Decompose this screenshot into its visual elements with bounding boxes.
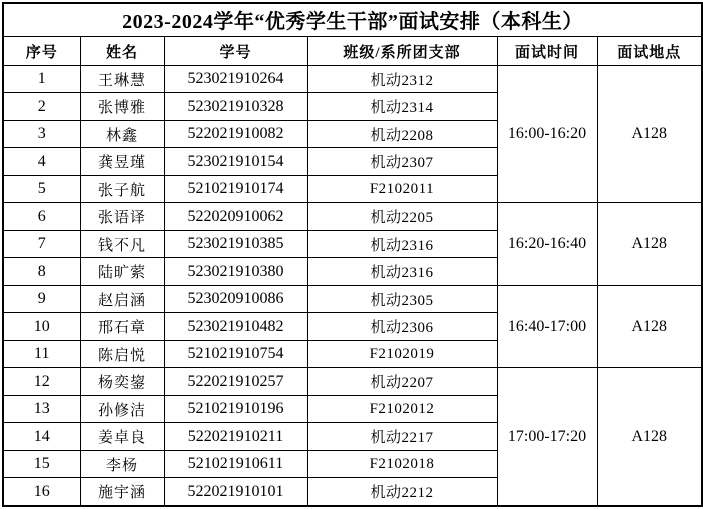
seq-cell: 7 [3,230,80,257]
class-cell: 机动2316 [307,258,497,285]
seq-cell: 6 [3,203,80,230]
class-cell: 机动2207 [307,368,497,395]
seq-cell: 16 [3,478,80,506]
student-id-cell: 521021910754 [164,340,307,367]
interview-time-cell: 16:40-17:00 [497,285,597,367]
column-header-row [3,37,702,66]
name-cell: 张博雅 [80,93,164,120]
class-cell: 机动2205 [307,203,497,230]
name-cell: 陆旷萦 [80,258,164,285]
table-body [3,66,702,507]
class-cell: F2102019 [307,340,497,367]
student-id-cell: 522020910062 [164,203,307,230]
class-cell: 机动2208 [307,120,497,147]
interview-time-cell: 16:20-16:40 [497,203,597,285]
student-id-cell: 522021910082 [164,120,307,147]
table-row [3,203,702,230]
table-row [3,285,702,312]
student-id-cell: 523020910086 [164,285,307,312]
interview-location-cell: A128 [597,285,702,367]
name-cell: 邢石章 [80,313,164,340]
student-id-cell: 521021910196 [164,395,307,422]
name-cell: 张子航 [80,175,164,202]
interview-location-cell: A128 [597,368,702,506]
student-id-cell: 523021910328 [164,93,307,120]
student-id-cell: 521021910611 [164,450,307,477]
student-id-cell: 523021910154 [164,148,307,175]
column-header-class: 班级/系所团支部 [307,37,497,66]
student-id-cell: 523021910264 [164,66,307,93]
class-cell: F2102018 [307,450,497,477]
student-id-cell: 523021910385 [164,230,307,257]
name-cell: 林鑫 [80,120,164,147]
name-cell: 王琳慧 [80,66,164,93]
page-title: 2023-2024学年“优秀学生干部”面试安排（本科生） [3,3,702,37]
seq-cell: 10 [3,313,80,340]
seq-cell: 15 [3,450,80,477]
class-cell: 机动2307 [307,148,497,175]
interview-schedule-table [2,2,703,507]
name-cell: 姜卓良 [80,423,164,450]
interview-time-cell: 16:00-16:20 [497,66,597,203]
student-id-cell: 522021910211 [164,423,307,450]
seq-cell: 9 [3,285,80,312]
column-header-location: 面试地点 [597,37,702,66]
name-cell: 杨奕鋆 [80,368,164,395]
column-header-time: 面试时间 [497,37,597,66]
student-id-cell: 522021910257 [164,368,307,395]
class-cell: 机动2312 [307,66,497,93]
student-id-cell: 521021910174 [164,175,307,202]
interview-time-cell: 17:00-17:20 [497,368,597,506]
class-cell: F2102011 [307,175,497,202]
name-cell: 龚昱瑾 [80,148,164,175]
table-row [3,66,702,93]
student-id-cell: 523021910380 [164,258,307,285]
title-row [3,3,702,37]
interview-location-cell: A128 [597,203,702,285]
class-cell: F2102012 [307,395,497,422]
seq-cell: 14 [3,423,80,450]
seq-cell: 4 [3,148,80,175]
table-row [3,368,702,395]
seq-cell: 13 [3,395,80,422]
class-cell: 机动2217 [307,423,497,450]
name-cell: 张语译 [80,203,164,230]
column-header-name: 姓名 [80,37,164,66]
interview-location-cell: A128 [597,66,702,203]
seq-cell: 2 [3,93,80,120]
seq-cell: 12 [3,368,80,395]
name-cell: 赵启涵 [80,285,164,312]
class-cell: 机动2316 [307,230,497,257]
column-header-seq: 序号 [3,37,80,66]
name-cell: 陈启悦 [80,340,164,367]
seq-cell: 11 [3,340,80,367]
name-cell: 李杨 [80,450,164,477]
column-header-student-id: 学号 [164,37,307,66]
name-cell: 钱不凡 [80,230,164,257]
seq-cell: 8 [3,258,80,285]
seq-cell: 5 [3,175,80,202]
class-cell: 机动2212 [307,478,497,506]
name-cell: 孙修洁 [80,395,164,422]
seq-cell: 3 [3,120,80,147]
student-id-cell: 522021910101 [164,478,307,506]
class-cell: 机动2314 [307,93,497,120]
name-cell: 施宇涵 [80,478,164,506]
class-cell: 机动2306 [307,313,497,340]
student-id-cell: 523021910482 [164,313,307,340]
seq-cell: 1 [3,66,80,93]
class-cell: 机动2305 [307,285,497,312]
